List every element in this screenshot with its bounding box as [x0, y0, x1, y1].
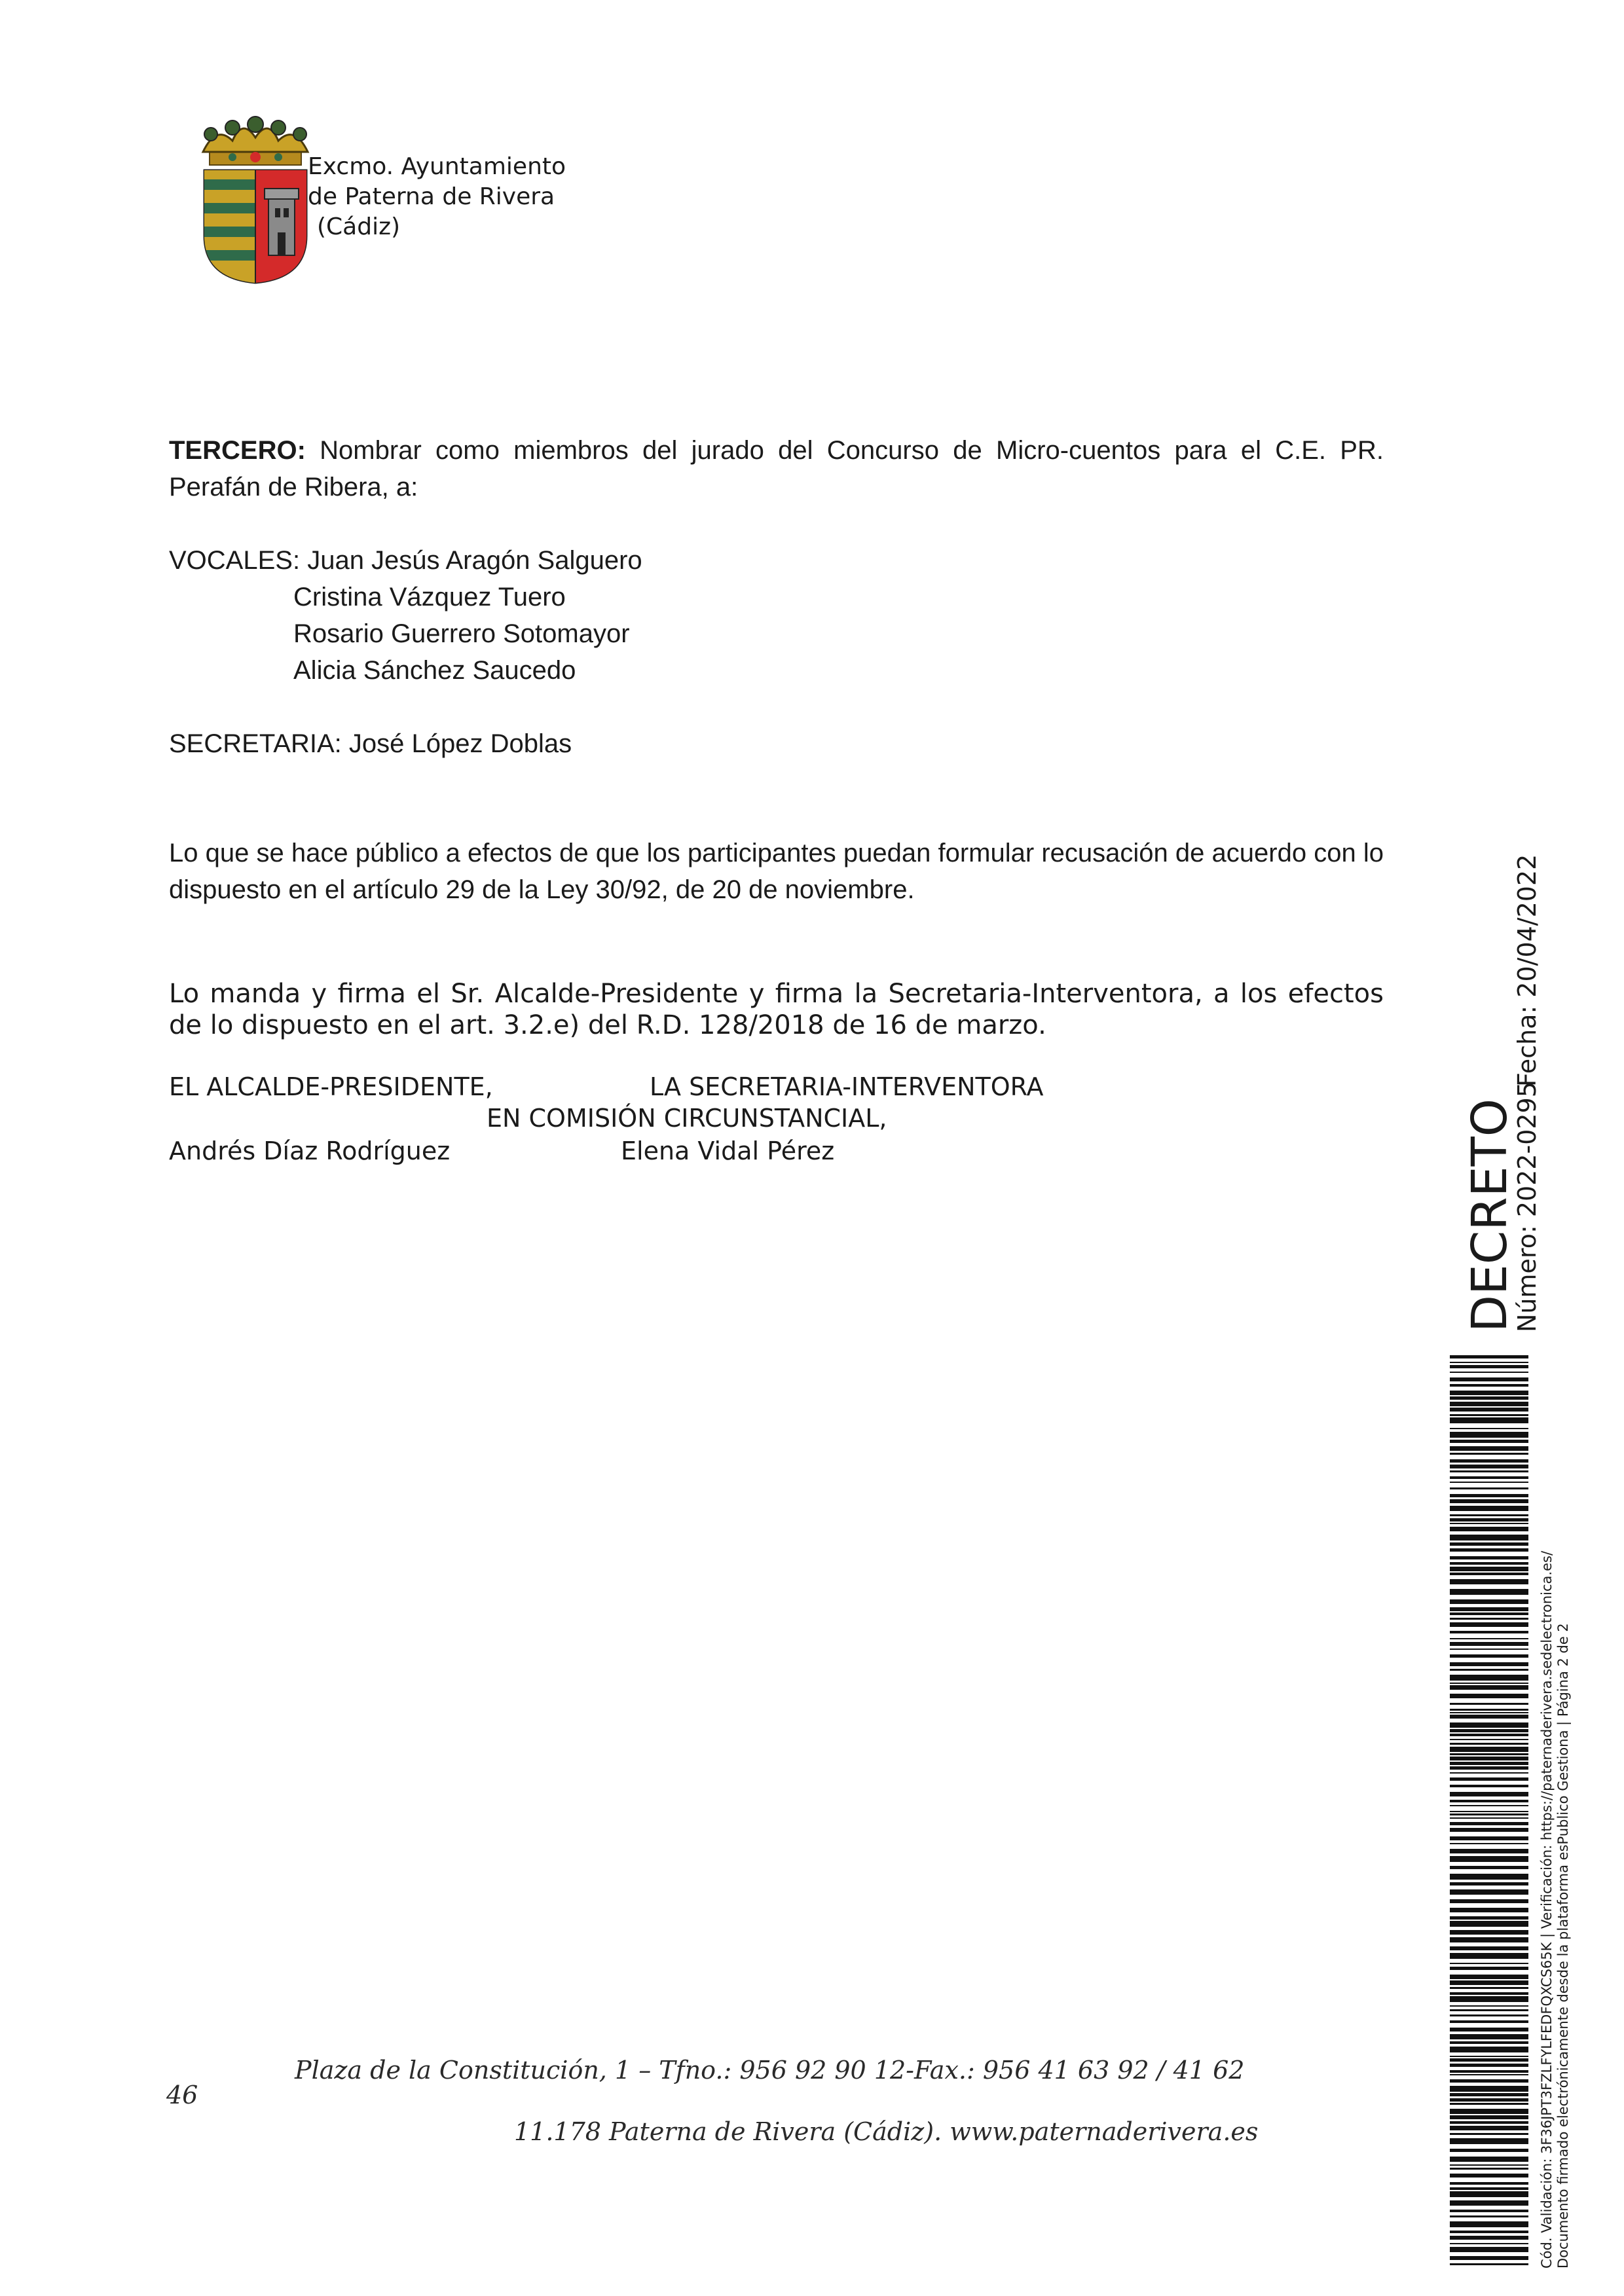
barcode-bar [1450, 2056, 1528, 2057]
barcode-bar [1450, 1709, 1528, 1711]
barcode-bar [1450, 2093, 1528, 2096]
barcode-bar [1450, 1414, 1528, 1416]
barcode-bar [1450, 1889, 1528, 1895]
vocales-list [169, 542, 642, 689]
barcode-bar [1450, 2126, 1528, 2130]
signature-left-name: Andrés Díaz Rodríguez [169, 1137, 451, 1165]
shield-icon [204, 170, 306, 285]
vocal-member: Alicia Sánchez Saucedo [293, 656, 576, 685]
barcode-bar [1450, 1849, 1528, 1853]
validation-code: Cód. Validación: 3F36JPT3FZLFYLFEDFQXCS65K | Verificación: https://paternaderivera.sedelectronica.es/ [1539, 1550, 1555, 2269]
barcode-bar [1450, 2200, 1528, 2206]
barcode-bar [1450, 2098, 1528, 2102]
barcode-bar [1450, 1607, 1528, 1611]
barcode-bar [1450, 2243, 1528, 2244]
barcode-bar [1450, 1562, 1528, 1565]
barcode-bar [1450, 1694, 1528, 1698]
barcode-bar [1450, 1908, 1528, 1912]
barcode-bar [1450, 2215, 1528, 2217]
barcode-bar [1450, 1499, 1528, 1503]
barcode-bar [1450, 1757, 1528, 1760]
barcode-bar [1450, 1722, 1528, 1728]
barcode-bar [1450, 1396, 1528, 1400]
barcode-bar [1450, 1494, 1528, 1497]
barcode-bar [1450, 1649, 1528, 1650]
barcode-bar [1450, 1836, 1528, 1840]
barcode-bar [1450, 2020, 1528, 2023]
barcode-bar [1450, 2109, 1528, 2114]
publico-paragraph: Lo que se hace público a efectos de que los participantes puedan formular recusación de acuerdo con lo dispuesto en el artículo 29 de la Ley 30/92, de 20 de noviembre. [169, 839, 1384, 904]
barcode-bar [1450, 1377, 1528, 1381]
barcode-bar [1450, 1967, 1528, 1970]
barcode-bar [1450, 1527, 1528, 1531]
barcode-bar [1450, 2028, 1528, 2032]
barcode-bar [1450, 1992, 1528, 1995]
barcode-bar [1450, 2047, 1528, 2052]
barcode-bar [1450, 1843, 1528, 1844]
barcode-bar [1450, 2070, 1528, 2073]
barcode-bar [1450, 1946, 1528, 1950]
barcode-bar [1450, 1921, 1528, 1927]
secretaria-label: SECRETARIA: [169, 729, 342, 758]
barcode-bar [1450, 2064, 1528, 2067]
barcode-bar [1450, 1817, 1528, 1819]
barcode-bar [1450, 2164, 1528, 2166]
letterhead-line-1: Excmo. Ayuntamiento [308, 153, 566, 180]
barcode-bar [1450, 2005, 1528, 2007]
letterhead-line-3: (Cádiz) [317, 213, 401, 240]
barcode-bar [1450, 1712, 1528, 1713]
barcode-bar [1450, 1874, 1528, 1880]
barcode-bar [1450, 1753, 1528, 1755]
barcode-bar [1450, 2103, 1528, 2105]
barcode-bar [1450, 1805, 1528, 1806]
barcode-bar [1450, 1599, 1528, 1604]
decreto-title: DECRETO [1462, 1098, 1518, 1332]
barcode-bar [1450, 1980, 1528, 1985]
barcode-bar [1450, 1642, 1528, 1646]
letterhead [308, 152, 566, 242]
barcode-bar [1450, 1487, 1528, 1489]
barcode-bar [1450, 2256, 1528, 2260]
barcode-bar [1450, 1772, 1528, 1774]
barcode-bar [1450, 1766, 1528, 1770]
barcode-bar [1450, 1792, 1528, 1796]
barcode-bar [1450, 1428, 1528, 1429]
barcode-bar [1450, 2079, 1528, 2083]
barcode-bar [1450, 1567, 1528, 1571]
barcode-bar [1450, 2138, 1528, 2144]
barcode-bar [1450, 1683, 1528, 1684]
barcode-bar [1450, 1747, 1528, 1752]
barcode-bar [1450, 2174, 1528, 2178]
barcode-bar [1450, 1518, 1528, 1522]
barcode-bar [1450, 1417, 1528, 1423]
barcode-bar [1450, 1453, 1528, 1455]
barcode-bar [1450, 1882, 1528, 1886]
barcode-bar [1450, 1785, 1528, 1787]
page-number: 46 [166, 2081, 198, 2109]
decreto-fecha: Fecha: 20/04/2022 [1513, 854, 1541, 1087]
barcode-bar [1450, 1408, 1528, 1412]
barcode-bar [1450, 1828, 1528, 1832]
signature-right-subtitle: EN COMISIÓN CIRCUNSTANCIAL, [487, 1104, 887, 1133]
barcode-bar [1450, 2236, 1528, 2240]
tercero-paragraph [169, 432, 1384, 505]
barcode-bar [1450, 1470, 1528, 1472]
barcode-bar [1450, 1446, 1528, 1451]
barcode-bar [1450, 2086, 1528, 2092]
barcode-bar [1450, 1618, 1528, 1620]
barcode-bar [1450, 1440, 1528, 1443]
barcode-bar [1450, 1365, 1528, 1368]
barcode-bar [1450, 2014, 1528, 2016]
signed-note: Documento firmado electrónicamente desde la plataforma esPublico Gestiona | Página 2 de 2 [1555, 1623, 1571, 2269]
barcode-bar [1450, 1523, 1528, 1524]
tercero-text: Nombrar como miembros del jurado del Concurso de Micro-cuentos para el C.E. PR. Perafán de Ribera, a: [169, 436, 1384, 501]
barcode-bar [1450, 1459, 1528, 1463]
barcode-bar [1450, 1482, 1528, 1483]
barcode-bar [1450, 1548, 1528, 1552]
signature-left-title: EL ALCALDE-PRESIDENTE, [169, 1072, 493, 1101]
barcode-bar [1450, 1703, 1528, 1705]
barcode-bar [1450, 1822, 1528, 1825]
barcode-bar [1450, 1916, 1528, 1920]
barcode-bar [1450, 1856, 1528, 1862]
barcode-bar [1450, 1613, 1528, 1615]
barcode-bar [1450, 1579, 1528, 1584]
barcode-bar [1450, 1743, 1528, 1745]
barcode-bar [1450, 1514, 1528, 1516]
barcode-bar [1450, 1811, 1528, 1812]
vocales-label: VOCALES: [169, 546, 301, 575]
barcode-bar [1450, 1953, 1528, 1959]
barcode-bar [1450, 2115, 1528, 2119]
barcode-bar [1450, 2121, 1528, 2124]
barcode-bar [1450, 1573, 1528, 1575]
barcode-bar [1450, 2074, 1528, 2075]
footer-city: 11.178 Paterna de Rivera (Cádiz). www.paternaderivera.es [514, 2117, 1259, 2146]
barcode-bar [1450, 2210, 1528, 2212]
barcode-bar [1450, 1715, 1528, 1719]
manda-paragraph: Lo manda y firma el Sr. Alcalde-Presidente y firma la Secretaria-Interventora, a los efectos de lo dispuesto en el art. 3.2.e) del R.D. 128/2018 de 16 de marzo. [169, 979, 1384, 1040]
barcode-bar [1450, 1391, 1528, 1395]
barcode-bar [1450, 2187, 1528, 2190]
barcode-bar [1450, 2041, 1528, 2044]
crown-icon [203, 117, 308, 165]
vocal-member: Cristina Vázquez Tuero [293, 583, 566, 611]
signature-right-title: LA SECRETARIA-INTERVENTORA [650, 1072, 1044, 1101]
barcode-bar [1450, 1402, 1528, 1406]
barcode-bar [1450, 1506, 1528, 1511]
barcode-bar [1450, 1777, 1528, 1781]
barcode-bar [1450, 1813, 1528, 1815]
barcode-bar [1450, 1996, 1528, 2002]
barcode-bar [1450, 1372, 1528, 1373]
barcode-bar [1450, 1739, 1528, 1740]
tercero-label: TERCERO: [169, 436, 306, 465]
barcode-bar [1450, 2149, 1528, 2152]
vocal-member: Rosario Guerrero Sotomayor [293, 619, 630, 648]
barcode-bar [1450, 2221, 1528, 2227]
barcode-bar [1450, 1866, 1528, 1869]
barcode-bar [1450, 1476, 1528, 1479]
barcode-bar [1450, 2009, 1528, 2011]
barcode-bar [1450, 1963, 1528, 1964]
barcode-bar [1450, 2247, 1528, 2252]
barcode-bar [1450, 1535, 1528, 1540]
barcode-bar [1450, 1930, 1528, 1935]
barcode-bar [1450, 2034, 1528, 2039]
barcode-bar [1450, 1975, 1528, 1979]
barcode-bar [1450, 1734, 1528, 1736]
barcode-bar [1450, 2191, 1528, 2197]
barcode-bar [1450, 1542, 1528, 1546]
secretaria-line [169, 725, 572, 762]
barcode-bar [1450, 1987, 1528, 1989]
barcode-bar [1450, 2231, 1528, 2233]
barcode-bar [1450, 1899, 1528, 1903]
barcode-bar [1450, 1669, 1528, 1671]
coat-of-arms-icon [196, 111, 314, 288]
signature-right-name: Elena Vidal Pérez [621, 1137, 835, 1165]
barcode-icon [1450, 1355, 1528, 2265]
barcode-bar [1450, 1675, 1528, 1681]
barcode-bar [1450, 1800, 1528, 1802]
decreto-numero: Número: 2022-0295 [1513, 1082, 1541, 1332]
barcode-bar [1450, 1556, 1528, 1559]
barcode-bar [1450, 1937, 1528, 1942]
barcode-bar [1450, 2168, 1528, 2170]
barcode-bar [1450, 1662, 1528, 1666]
barcode-bar [1450, 1355, 1528, 1358]
vocal-member: Juan Jesús Aragón Salguero [307, 546, 642, 575]
secretaria-name: José López Doblas [348, 729, 572, 758]
barcode-bar [1450, 1654, 1528, 1658]
barcode-bar [1450, 1384, 1528, 1387]
barcode-bar [1450, 1432, 1528, 1438]
footer-address: Plaza de la Constitución, 1 – Tfno.: 956 92 90 12-Fax.: 956 41 63 92 / 41 62 [295, 2056, 1245, 2085]
barcode-bar [1450, 1729, 1528, 1732]
barcode-bar [1450, 1762, 1528, 1765]
barcode-bar [1450, 1465, 1528, 1468]
barcode-bar [1450, 1622, 1528, 1627]
letterhead-line-2: de Paterna de Rivera [308, 183, 555, 210]
barcode-bar [1450, 2263, 1528, 2265]
barcode-bar [1450, 1589, 1528, 1595]
barcode-bar [1450, 1362, 1528, 1363]
barcode-bar [1450, 1638, 1528, 1639]
barcode-bar [1450, 2058, 1528, 2062]
barcode-bar [1450, 2182, 1528, 2185]
barcode-bar [1450, 2133, 1528, 2135]
barcode-bar [1450, 1631, 1528, 1633]
barcode-bar [1450, 2157, 1528, 2162]
barcode-bar [1450, 1685, 1528, 1690]
